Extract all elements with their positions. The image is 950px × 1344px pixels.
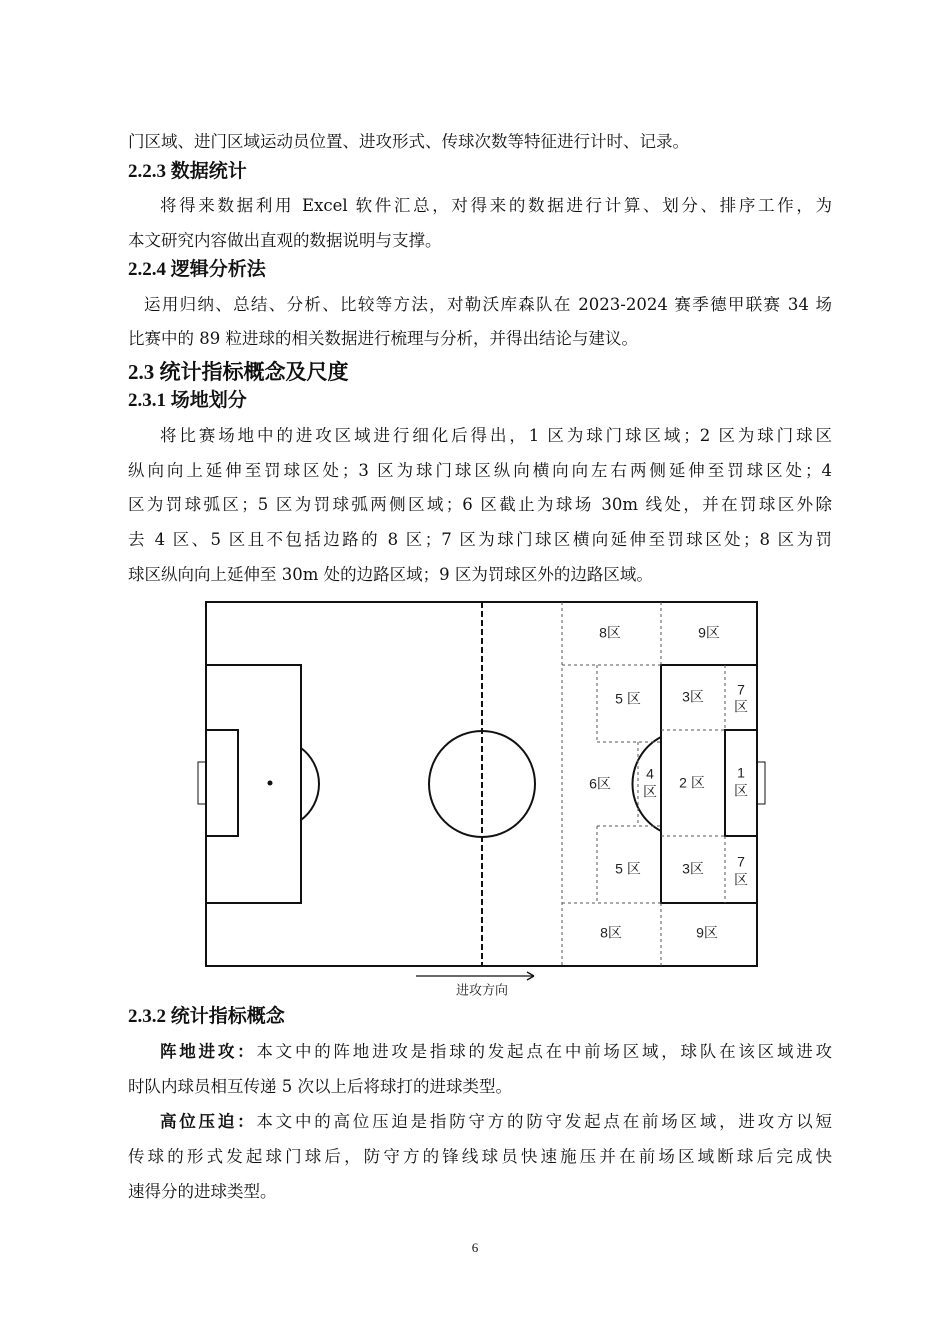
zone-9-bottom-label: 9区	[696, 924, 718, 941]
paragraph-continuation: 门区域、进门区域运动员位置、进攻形式、传球次数等特征进行计时、记录。	[128, 132, 689, 151]
zone-7-top-label-b: 区	[734, 698, 748, 715]
attack-direction-caption: 进攻方向	[455, 983, 509, 999]
zone-4-label-a: 4	[646, 765, 654, 782]
paragraph-line: 本文研究内容做出直观的数据说明与支撑。	[128, 231, 442, 250]
paragraph-line: 去 4 区、5 区且不包括边路的 8 区；7 区为球门球区横向延伸至罚球区处；8 区为罚	[128, 530, 832, 549]
zone-8-top-label: 8区	[599, 624, 621, 641]
term-positional-attack: 阵地进攻：	[160, 1042, 257, 1061]
zone-8-bottom-label: 8区	[600, 924, 622, 941]
zone-9-top-label: 9区	[698, 624, 720, 641]
paragraph-line: 运用归纳、总结、分析、比较等方法，对勒沃库森队在 2023-2024 赛季德甲联赛 34 场	[144, 295, 832, 314]
positional-attack-line-1	[160, 1041, 832, 1063]
paragraph-line: 将得来数据利用 Excel 软件汇总，对得来的数据进行计算、划分、排序工作，为	[160, 196, 832, 215]
zone-5-bottom-label: 5 区	[615, 860, 641, 877]
heading-2-3-1: 2.3.1 场地划分	[128, 390, 247, 411]
paragraph-line: 比赛中的 89 粒进球的相关数据进行梳理与分析，并得出结论与建议。	[128, 329, 638, 348]
paragraph-line: 时队内球员相互传递 5 次以上后将球打的进球类型。	[128, 1077, 512, 1096]
paragraph-line: 球区纵向向上延伸至 30m 处的边路区域；9 区为罚球区外的边路区域。	[128, 565, 653, 584]
zone-7-bottom-label-b: 区	[734, 871, 748, 888]
paragraph-line: 传球的形式发起球门球后，防守方的锋线球员快速施压并在前场区域断球后完成快	[128, 1147, 832, 1166]
zone-5-top-label: 5 区	[615, 690, 641, 707]
heading-2-2-3: 2.2.3 数据统计	[128, 161, 247, 182]
zone-6-label: 6区	[589, 775, 611, 792]
paragraph-line: 将比赛场地中的进攻区域进行细化后得出，1 区为球门球区域；2 区为球门球区	[160, 426, 832, 445]
left-goal-area	[206, 730, 238, 836]
term-high-press: 高位压迫：	[160, 1112, 257, 1131]
paragraph-line: 速得分的进球类型。	[128, 1182, 277, 1201]
heading-2-2-4: 2.2.4 逻辑分析法	[128, 259, 266, 280]
penalty-spot	[268, 781, 273, 786]
paragraph-line: 区为罚球弧区；5 区为罚球弧两侧区域；6 区截止为球场 30m 线处，并在罚球区外除	[128, 495, 832, 514]
page-number: 6	[471, 1240, 479, 1255]
zone-3-top-label: 3区	[682, 688, 704, 705]
zone-7-bottom-label-a: 7	[737, 853, 745, 870]
zone-7-top-label-a: 7	[737, 681, 745, 698]
heading-2-3: 2.3 统计指标概念及尺度	[128, 360, 349, 384]
zone-3-bottom-label: 3区	[682, 860, 704, 877]
left-penalty-area	[206, 665, 301, 903]
right-goal	[757, 762, 765, 804]
zone-4-label-b: 区	[643, 783, 657, 800]
heading-2-3-2: 2.3.2 统计指标概念	[128, 1006, 285, 1027]
definition-text: 本文中的阵地进攻是指球的发起点在中前场区域，球队在该区域进攻	[256, 1042, 832, 1061]
field-zone-diagram	[196, 592, 776, 1002]
definition-text: 本文中的高位压迫是指防守方的防守发起点在前场区域，进攻方以短	[256, 1112, 832, 1131]
zone-1-label-b: 区	[734, 782, 748, 799]
high-press-line-1	[160, 1111, 832, 1133]
left-penalty-arc	[301, 748, 319, 820]
zone-2-label: 2 区	[679, 774, 705, 791]
zone-1-label-a: 1	[737, 764, 745, 781]
left-goal	[198, 762, 206, 804]
paragraph-line: 纵向向上延伸至罚球区处；3 区为球门球区纵向横向向左右两侧延伸至罚球区处；4	[128, 461, 832, 480]
